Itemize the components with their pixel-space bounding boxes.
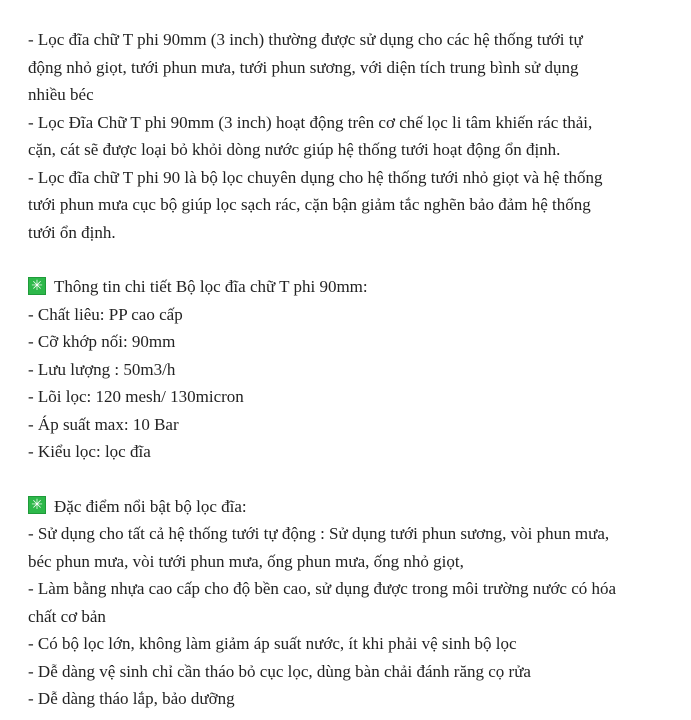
features-heading (28, 493, 678, 521)
text-line: tưới ổn định. (28, 222, 116, 242)
text-line: - Lọc đĩa chữ T phi 90 là bộ lọc chuyên dụng cho hệ thống tưới nhỏ giọt và hệ thống (28, 167, 603, 187)
feature-line: chất cơ bản (28, 606, 106, 626)
feature-line: - Dễ dàng vệ sinh chỉ cần tháo bỏ cục lọc, dùng bàn chải đánh răng cọ rửa (28, 661, 531, 681)
sparkle-icon: ✳ (28, 496, 46, 514)
feature-line: béc phun mưa, vòi tưới phun mưa, ống phun mưa, ống nhỏ giọt, (28, 551, 464, 571)
specs-title: Thông tin chi tiết Bộ lọc đĩa chữ T phi 90mm: (54, 277, 368, 296)
features-title: Đặc điểm nổi bật bộ lọc đĩa: (54, 496, 247, 516)
spacer (28, 246, 678, 273)
text-line: nhiều béc (28, 85, 94, 104)
feature-line: - Có bộ lọc lớn, không làm giảm áp suất nước, ít khi phải vệ sinh bộ lọc (28, 634, 517, 653)
intro-paragraph-2 (28, 109, 678, 164)
spec-item-core: - Lõi lọc: 120 mesh/ 130micron (28, 387, 244, 406)
spec-item-pressure: - Áp suất max: 10 Bar (28, 414, 179, 434)
spec-item-flow: - Lưu lượng : 50m3/h (28, 359, 176, 379)
spec-item-type: - Kiểu lọc: lọc đĩa (28, 442, 151, 461)
intro-paragraph-1 (28, 26, 678, 109)
feature-line: - Dễ dàng tháo lắp, bảo dưỡng (28, 689, 235, 708)
text-line: động nhỏ giọt, tưới phun mưa, tưới phun sương, với diện tích trung bình sử dụng (28, 57, 579, 77)
text-line: - Lọc đĩa chữ T phi 90mm (3 inch) thường được sử dụng cho các hệ thống tưới tự (28, 30, 583, 49)
sparkle-icon: ✳ (28, 277, 46, 295)
spec-item-connector: - Cỡ khớp nối: 90mm (28, 332, 176, 351)
feature-line: - Sử dụng cho tất cả hệ thống tưới tự động : Sử dụng tưới phun sương, vòi phun mưa, (28, 524, 610, 543)
feature-line: - Làm bằng nhựa cao cấp cho độ bền cao, sử dụng được trong môi trường nước có hóa (28, 579, 617, 598)
text-line: - Lọc Đĩa Chữ T phi 90mm (3 inch) hoạt động trên cơ chế lọc li tâm khiến rác thải, (28, 112, 593, 132)
spacer (28, 466, 678, 493)
intro-paragraph-3 (28, 164, 678, 247)
specs-heading (28, 273, 678, 301)
article-content (28, 26, 678, 713)
text-line: tưới phun mưa cục bộ giúp lọc sạch rác, cặn bận giảm tắc nghẽn bảo đảm hệ thống (28, 195, 591, 214)
spec-item-material: - Chất liêu: PP cao cấp (28, 304, 183, 324)
text-line: cặn, cát sẽ được loại bỏ khỏi dòng nước giúp hệ thống tưới hoạt động ổn định. (28, 140, 561, 159)
